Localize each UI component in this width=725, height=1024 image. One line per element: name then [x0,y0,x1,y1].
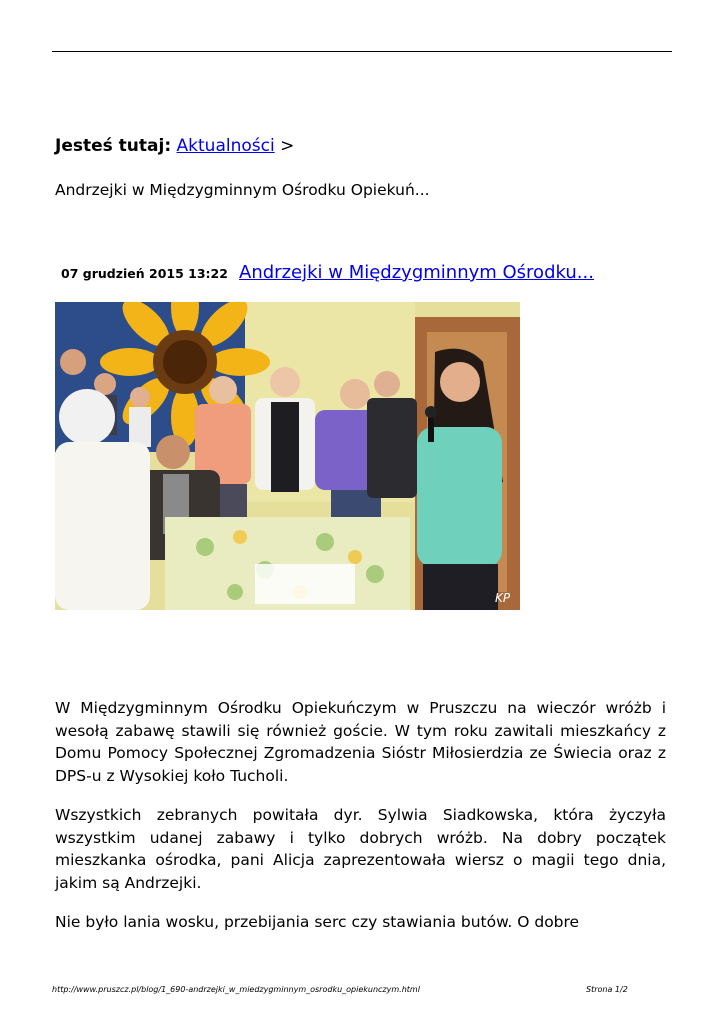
article-photo [55,302,520,610]
top-rule [52,51,672,52]
page-subtitle: Andrzejki w Międzygminnym Ośrodku Opiekuń... [55,181,430,199]
footer-url: http://www.pruszcz.pl/blog/1_690-andrzejki_w_miedzygminnym_osrodku_opiekunczym.html [52,985,420,994]
article-paragraph: Nie było lania wosku, przebijania serc czy stawiania butów. O dobre [55,913,580,931]
breadcrumb-separator: > [280,136,295,156]
post-header [61,262,594,283]
article-paragraph: Wszystkich zebranych powitała dyr. Sylwia Siadkowska, która życzyła wszystkim udanej zabawy i tylko dobrych wróżb. Na dobry początek mieszkanka ośrodka, pani Alicja zaprezentowała wiersz o magii tego dnia, jakim są Andrzejki. [55,806,666,892]
footer-page-number: Strona 1/2 [586,985,628,994]
article-paragraph: W Międzygminnym Ośrodku Opiekuńczym w Pruszczu na wieczór wróżb i wesołą zabawę stawili się również goście. W tym roku zawitali mieszkańcy z Domu Pomocy Społecznej Zgromadzenia Sióstr Miłosierdzia ze Świecia oraz z DPS-u z Wysokiej koło Tucholi. [55,699,666,785]
breadcrumb-label: Jesteś tutaj: [55,136,172,156]
post-date: 07 grudzień 2015 13:22 [61,266,228,281]
article-photo-illustration [55,302,520,610]
breadcrumb [55,136,294,156]
post-title-link[interactable]: Andrzejki w Międzygminnym Ośrodku... [239,262,594,283]
breadcrumb-link-news[interactable]: Aktualności [176,136,275,156]
photo-watermark: KP [495,591,511,605]
